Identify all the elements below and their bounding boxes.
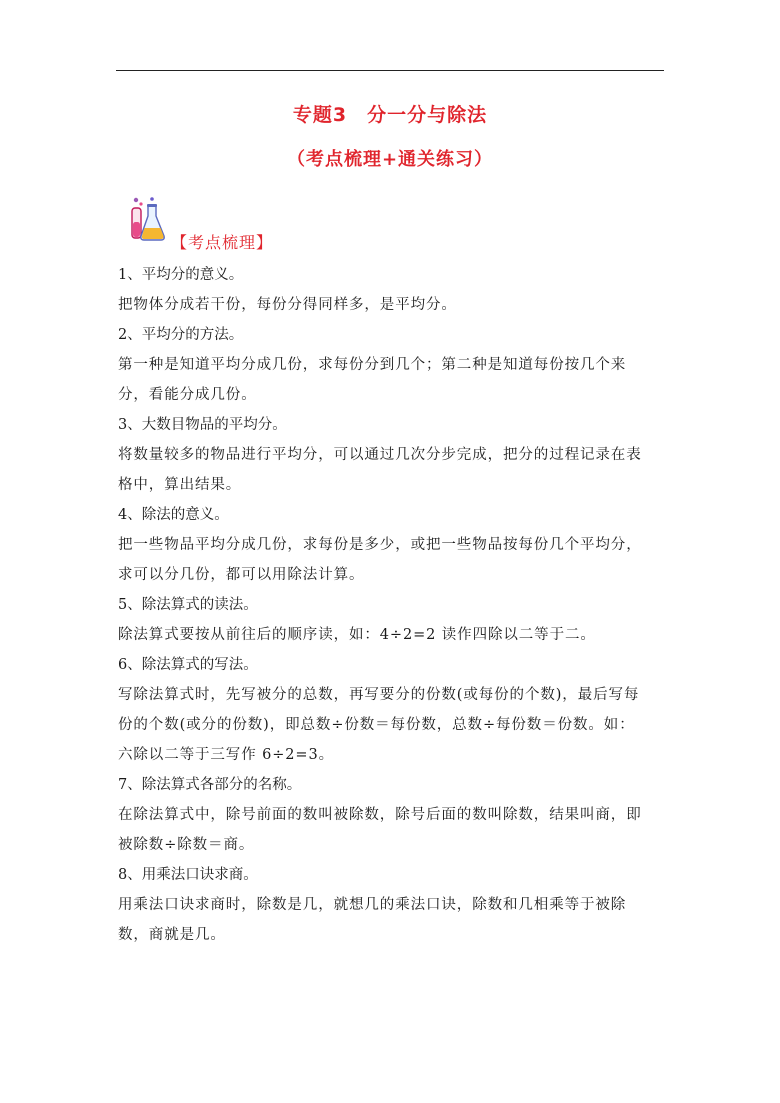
item-text: 被除数÷除数＝商。	[118, 837, 255, 853]
item-title: 6、除法算式的写法。	[118, 657, 258, 673]
item-text: 用乘法口诀求商时，除数是几，就想几的乘法口诀，除数和几相乘等于被除	[118, 897, 627, 913]
item-title: 4、除法的意义。	[118, 507, 229, 523]
item-text: 在除法算式中，除号前面的数叫被除数，除号后面的数叫除数，结果叫商，即	[118, 807, 642, 823]
item-title: 3、大数目物品的平均分。	[118, 417, 287, 433]
item-text: 份的个数(或分的份数)，即总数÷份数＝每份数，总数÷每份数＝份数。如：	[118, 717, 635, 733]
flask-icon	[128, 196, 168, 244]
item-text: 写除法算式时，先写被分的总数，再写要分的份数(或每份的个数)，最后写每	[118, 687, 640, 703]
item-text: 数，商就是几。	[118, 927, 226, 943]
page-subtitle: （考点梳理+通关练习）	[286, 149, 494, 170]
item-title: 2、平均分的方法。	[118, 327, 244, 343]
section-label: 【考点梳理】	[171, 233, 274, 252]
item-text: 求可以分几份，都可以用除法计算。	[118, 567, 365, 583]
item-title: 1、平均分的意义。	[118, 267, 244, 283]
item-text: 格中，算出结果。	[118, 477, 242, 493]
item-title: 7、除法算式各部分的名称。	[118, 777, 302, 793]
header-rule	[116, 70, 664, 71]
item-text: 六除以二等于三写作 6÷2=3。	[118, 747, 334, 763]
item-title: 8、用乘法口诀求商。	[118, 867, 258, 883]
item-text: 分，看能分成几份。	[118, 387, 257, 403]
item-text: 把一些物品平均分成几份，求每份是多少，或把一些物品按每份几个平均分，	[118, 537, 642, 553]
item-text: 除法算式要按从前往后的顺序读，如：4÷2=2 读作四除以二等于二。	[118, 627, 596, 643]
item-text: 将数量较多的物品进行平均分，可以通过几次分步完成，把分的过程记录在表	[118, 447, 642, 463]
page-title: 专题3 分一分与除法	[292, 104, 488, 126]
item-text: 第一种是知道平均分成几份，求每份分到几个；第二种是知道每份按几个来	[118, 357, 627, 373]
content-body	[118, 260, 666, 950]
item-text: 把物体分成若干份，每份分得同样多，是平均分。	[118, 297, 457, 313]
item-title: 5、除法算式的读法。	[118, 597, 258, 613]
